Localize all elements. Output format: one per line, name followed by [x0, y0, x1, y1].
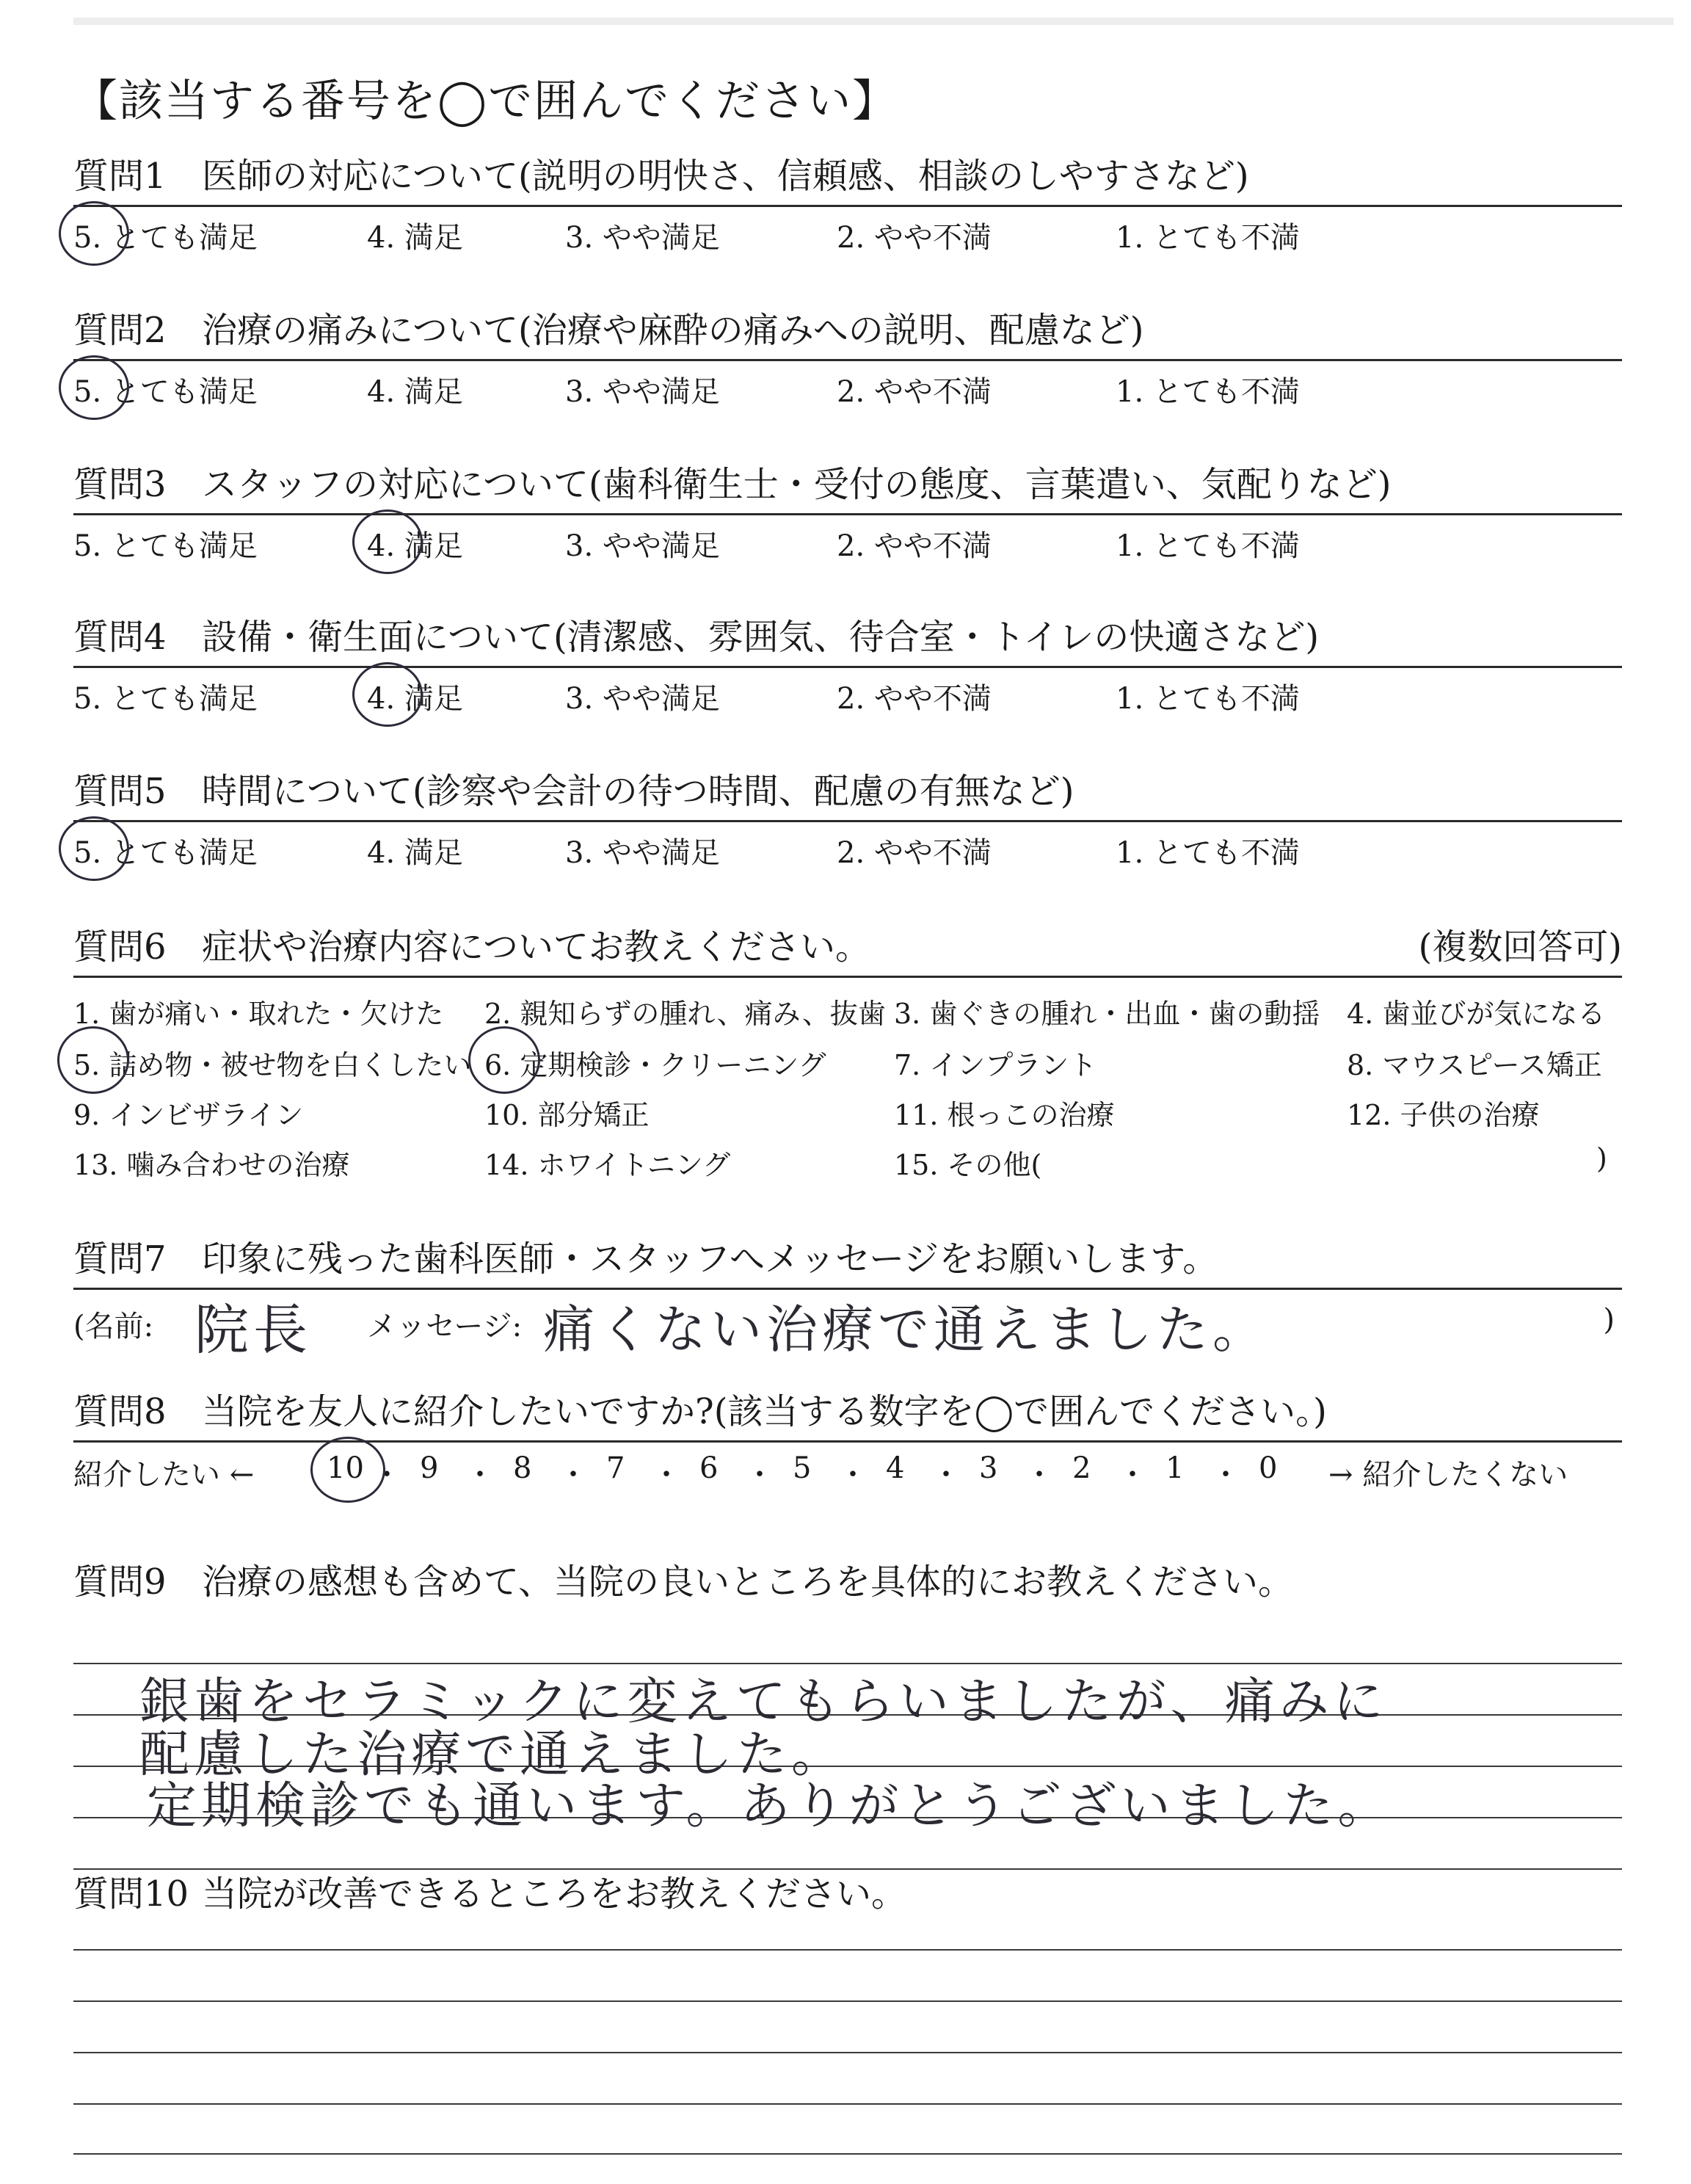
symptom-option[interactable]: 10. 部分矯正	[484, 1099, 650, 1131]
other-close-paren: )	[1596, 1142, 1607, 1175]
scale-value[interactable]: 0	[1259, 1451, 1278, 1485]
scale-separator: ・	[838, 1458, 868, 1492]
scale-separator: ・	[745, 1458, 774, 1492]
rating-option[interactable]: 5. とても満足	[73, 682, 258, 716]
rating-option[interactable]: 5. とても満足	[73, 375, 258, 409]
symptom-option[interactable]: 8. マウスピース矯正	[1347, 1049, 1602, 1081]
question-rule	[73, 976, 1622, 978]
symptom-option[interactable]: 14. ホワイトニング	[484, 1149, 731, 1181]
question-text: 設備・衛生面について(清潔感、雰囲気、待合室・トイレの快適さなど)	[202, 617, 1320, 658]
rating-options	[73, 214, 1622, 258]
question-3	[73, 459, 1622, 567]
question-number: 質問2	[73, 310, 167, 351]
question-number: 質問6	[73, 926, 167, 968]
rating-option[interactable]: 3. やや満足	[565, 836, 720, 870]
scale-value[interactable]: 9	[420, 1451, 439, 1485]
scale-value[interactable]: 1	[1165, 1451, 1185, 1485]
symptom-option[interactable]: 4. 歯並びが気になる	[1347, 998, 1606, 1030]
symptom-option[interactable]: 13. 噛み合わせの治療	[73, 1149, 350, 1181]
rating-option[interactable]: 4. 満足	[367, 682, 463, 716]
symptom-option[interactable]: 1. 歯が痛い・取れた・欠けた	[73, 998, 444, 1030]
rating-option[interactable]: 3. やや満足	[565, 529, 720, 563]
rating-option[interactable]: 5. とても満足	[73, 836, 258, 870]
scale-right-label: → 紹介したくない	[1328, 1458, 1568, 1492]
question-7	[73, 1233, 1622, 1362]
rating-option[interactable]: 2. やや不満	[837, 682, 992, 716]
scale-separator: ・	[559, 1458, 588, 1492]
rating-option[interactable]: 4. 満足	[367, 529, 463, 563]
question-text: 医師の対応について(説明の明快さ、信頼感、相談のしやすさなど)	[202, 156, 1249, 197]
scale-separator: ・	[931, 1458, 961, 1492]
message-close-paren: )	[1603, 1303, 1615, 1337]
rating-option[interactable]: 4. 満足	[367, 836, 463, 870]
question-text: 治療の感想も含めて、当院の良いところを具体的にお教えください。	[202, 1561, 1294, 1603]
rating-option[interactable]: 3. やや満足	[565, 375, 720, 409]
scale-value[interactable]: 2	[1072, 1451, 1091, 1485]
rating-option[interactable]: 4. 満足	[367, 221, 463, 255]
recommend-scale	[73, 1451, 1622, 1495]
question-rule	[73, 820, 1622, 822]
question-number: 質問8	[73, 1391, 167, 1432]
question-10	[73, 1868, 1622, 2184]
question-number: 質問7	[73, 1238, 167, 1280]
name-label: (名前:	[73, 1310, 154, 1343]
scale-separator: ・	[652, 1458, 681, 1492]
question-text: 症状や治療内容についてお教えください。	[202, 926, 871, 968]
message-label: メッセージ:	[367, 1310, 523, 1343]
scale-separator: ・	[1211, 1458, 1240, 1492]
answer-area	[73, 1608, 1622, 1872]
answer-line	[73, 2153, 1622, 2155]
rating-option[interactable]: 2. やや不満	[837, 836, 992, 870]
form-heading: 【該当する番号を◯で囲んでください】	[73, 76, 898, 127]
question-rule	[73, 513, 1622, 515]
rating-option[interactable]: 1. とても不満	[1116, 682, 1300, 716]
multiple-answer-note: (複数回答可)	[1418, 926, 1622, 968]
question-1	[73, 150, 1622, 258]
answer-area	[73, 1920, 1622, 2184]
rating-option[interactable]: 1. とても不満	[1116, 836, 1300, 870]
rating-option[interactable]: 3. やや満足	[565, 221, 720, 255]
scale-value[interactable]: 7	[606, 1451, 625, 1485]
question-rule	[73, 359, 1622, 361]
message-value[interactable]: 痛くない治療で通えました。	[543, 1299, 1268, 1360]
question-text: 時間について(診察や会計の待つ時間、配慮の有無など)	[202, 771, 1074, 812]
question-text: 当院を友人に紹介したいですか?(該当する数字を◯で囲んでください。)	[202, 1391, 1327, 1432]
scale-separator: ・	[1118, 1458, 1147, 1492]
question-number: 質問4	[73, 617, 167, 658]
question-number: 質問9	[73, 1561, 167, 1603]
rating-option[interactable]: 5. とても満足	[73, 221, 258, 255]
scale-separator: ・	[1025, 1458, 1054, 1492]
scale-separator: ・	[372, 1458, 401, 1492]
scale-value[interactable]: 4	[886, 1451, 905, 1485]
rating-option[interactable]: 3. やや満足	[565, 682, 720, 716]
scale-separator: ・	[465, 1458, 495, 1492]
symptom-option[interactable]: 7. インプラント	[894, 1049, 1097, 1081]
question-9	[73, 1556, 1622, 1872]
rating-option[interactable]: 2. やや不満	[837, 375, 992, 409]
rating-option[interactable]: 5. とても満足	[73, 529, 258, 563]
question-8	[73, 1386, 1622, 1495]
rating-options	[73, 369, 1622, 413]
rating-option[interactable]: 4. 満足	[367, 375, 463, 409]
rating-option[interactable]: 2. やや不満	[837, 221, 992, 255]
question-number: 質問5	[73, 771, 167, 812]
handwritten-answer-line[interactable]: 銀歯をセラミックに変えてもらいましたが、痛みに	[139, 1673, 1388, 1731]
symptom-option[interactable]: 2. 親知らずの腫れ、痛み、抜歯	[484, 998, 886, 1030]
rating-option[interactable]: 2. やや不満	[837, 529, 992, 563]
question-number: 質問10	[73, 1873, 189, 1915]
answer-line	[73, 2000, 1622, 2002]
question-number: 質問1	[73, 156, 167, 197]
question-5	[73, 766, 1622, 874]
symptom-option[interactable]: 9. インビザライン	[73, 1099, 304, 1131]
question-text: 当院が改善できるところをお教えください。	[202, 1873, 907, 1915]
symptom-option[interactable]: 3. 歯ぐきの腫れ・出血・歯の動揺	[894, 998, 1320, 1030]
symptom-option[interactable]: 12. 子供の治療	[1347, 1099, 1540, 1131]
scale-left-label: 紹介したい ←	[73, 1458, 255, 1492]
question-2	[73, 305, 1622, 413]
question-4	[73, 612, 1622, 719]
answer-line	[73, 2103, 1622, 2105]
scale-value[interactable]: 6	[699, 1451, 719, 1485]
symptom-option[interactable]: 11. 根っこの治療	[894, 1099, 1115, 1131]
answer-line	[73, 2052, 1622, 2053]
symptom-option[interactable]: 5. 詰め物・被せ物を白くしたい	[73, 1049, 472, 1081]
rating-options	[73, 675, 1622, 719]
question-text: スタッフの対応について(歯科衛生士・受付の態度、言葉遣い、気配りなど)	[202, 464, 1392, 505]
question-rule	[73, 1440, 1622, 1443]
symptom-option[interactable]: 15. その他(	[894, 1149, 1042, 1181]
name-value[interactable]: 院長	[194, 1299, 312, 1362]
symptom-options	[73, 991, 1622, 1211]
handwritten-answer-line[interactable]: 配慮した治療で通えました。	[139, 1726, 846, 1784]
question-rule	[73, 205, 1622, 207]
handwritten-answer-line[interactable]: 定期検診でも通います。ありがとうございました。	[147, 1777, 1392, 1835]
symptom-option[interactable]: 6. 定期検診・クリーニング	[484, 1049, 826, 1081]
rating-option[interactable]: 1. とても不満	[1116, 221, 1300, 255]
question-6	[73, 921, 1622, 1211]
question-text: 治療の痛みについて(治療や麻酔の痛みへの説明、配慮など)	[202, 310, 1144, 351]
rating-options	[73, 523, 1622, 567]
scale-value[interactable]: 8	[513, 1451, 532, 1485]
question-text: 印象に残った歯科医師・スタッフへメッセージをお願いします。	[202, 1238, 1218, 1280]
rating-options	[73, 830, 1622, 874]
rating-option[interactable]: 1. とても不満	[1116, 375, 1300, 409]
scale-value[interactable]: 3	[979, 1451, 998, 1485]
answer-line	[73, 1949, 1622, 1951]
scale-value[interactable]: 5	[793, 1451, 812, 1485]
question-number: 質問3	[73, 464, 167, 505]
top-border	[73, 18, 1673, 25]
scale-value[interactable]: 10	[327, 1451, 364, 1485]
rating-option[interactable]: 1. とても不満	[1116, 529, 1300, 563]
question-rule	[73, 666, 1622, 668]
